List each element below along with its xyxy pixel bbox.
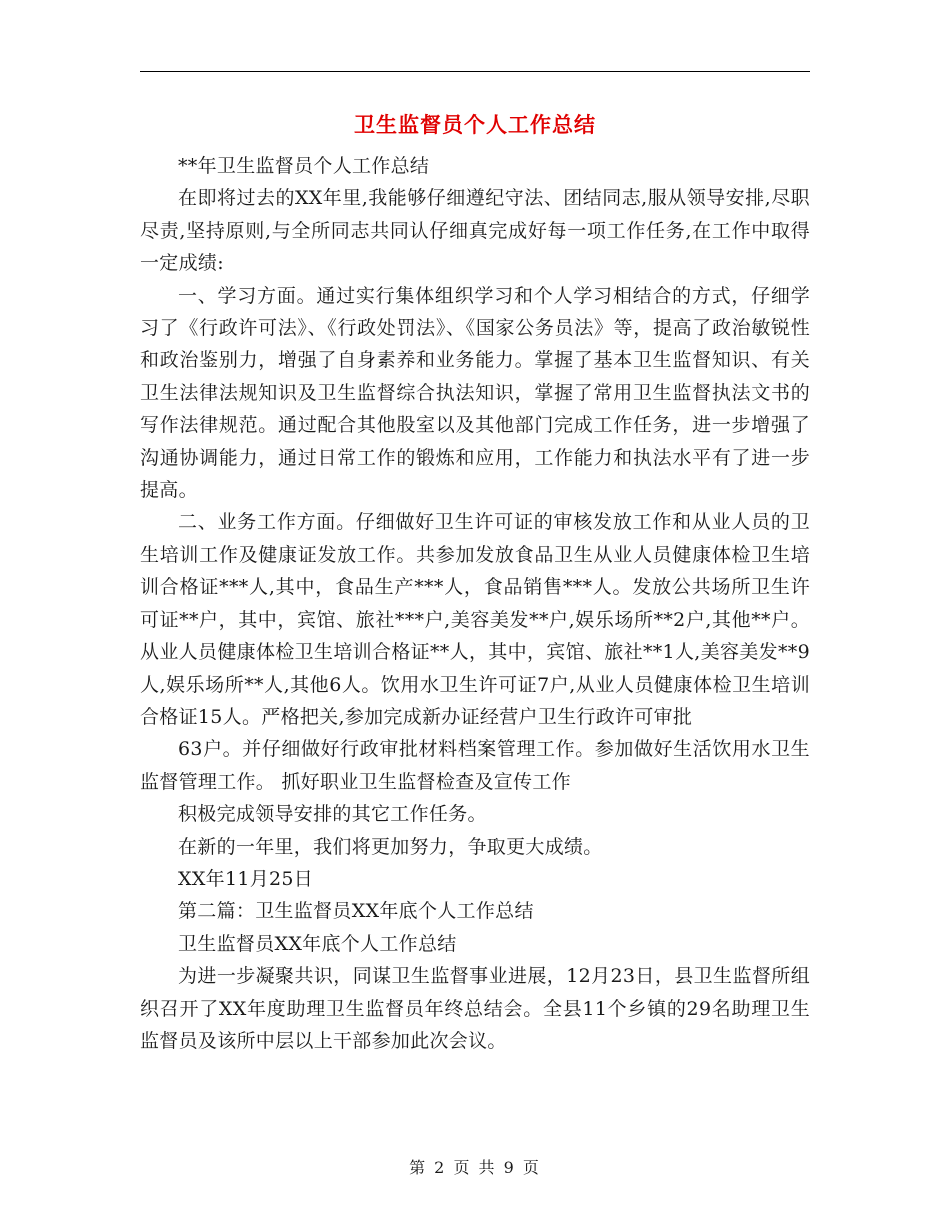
paragraph-outlook: 在新的一年里，我们将更加努力，争取更大成绩。 bbox=[178, 835, 603, 858]
paragraph-part-two-heading: 第二篇：卫生监督员XX年底个人工作总结 bbox=[178, 900, 534, 923]
paragraph-business: 二、业务工作方面。仔细做好卫生许可证的审核发放工作和从业人员的卫生培训工作及健康证发放工作。共参加发放食品卫生从业人员健康体检卫生培训合格证***人,其中，食品生产***人，食品销售***人。发放公共场所卫生许可证**户，其中，宾馆、旅社***户,美容美发**户,娱乐场所**2户,其他**户。从业人员健康体检卫生培训合格证**人，其中，宾馆、旅社**1人,美容美发**9人,娱乐场所**人,其他6人。饮用水卫生许可证7户,从业人员健康体检卫生培训合格证15人。严格把关,参加完成新办证经营户卫生行政许可审批 bbox=[140, 511, 810, 728]
page-number-footer: 第 2 页 共 9 页 bbox=[409, 1158, 541, 1177]
paragraph-approval: 63户。并仔细做好行政审批材料档案管理工作。参加做好生活饮用水卫生监督管理工作。 抓好职业卫生监督检查及宣传工作 bbox=[140, 738, 810, 793]
paragraph-date: XX年11月25日 bbox=[178, 867, 314, 890]
document-body bbox=[140, 150, 810, 1057]
paragraph-meeting: 为进一步凝聚共识，同谋卫生监督事业进展，12月23日，县卫生监督所组织召开了XX年度助理卫生监督员年终总结会。全县11个乡镇的29名助理卫生监督员及该所中层以上干部参加此次会议。 bbox=[140, 965, 810, 1052]
paragraph-other-tasks: 积极完成领导安排的其它工作任务。 bbox=[178, 803, 487, 826]
paragraph-part-two-title: 卫生监督员XX年底个人工作总结 bbox=[178, 932, 457, 955]
document-title: 卫生监督员个人工作总结 bbox=[354, 112, 596, 137]
paragraph-study: 一、学习方面。通过实行集体组织学习和个人学习相结合的方式，仔细学习了《行政许可法》、《行政处罚法》、《国家公务员法》等，提高了政治敏锐性和政治鉴别力，增强了自身素养和业务能力。掌握了基本卫生监督知识、有关卫生法律法规知识及卫生监督综合执法知识，掌握了常用卫生监督执法文书的写作法律规范。通过配合其他股室以及其他部门完成工作任务，进一步增强了沟通协调能力，通过日常工作的锻炼和应用，工作能力和执法水平有了进一步提高。 bbox=[140, 284, 810, 502]
paragraph-intro: 在即将过去的XX年里,我能够仔细遵纪守法、团结同志,服从领导安排,尽职尽责,坚持原则,与全所同志共同认仔细真完成好每一项工作任务,在工作中取得一定成绩: bbox=[140, 187, 810, 275]
paragraph-subtitle: **年卫生监督员个人工作总结 bbox=[178, 155, 430, 177]
header-rule bbox=[140, 71, 810, 72]
